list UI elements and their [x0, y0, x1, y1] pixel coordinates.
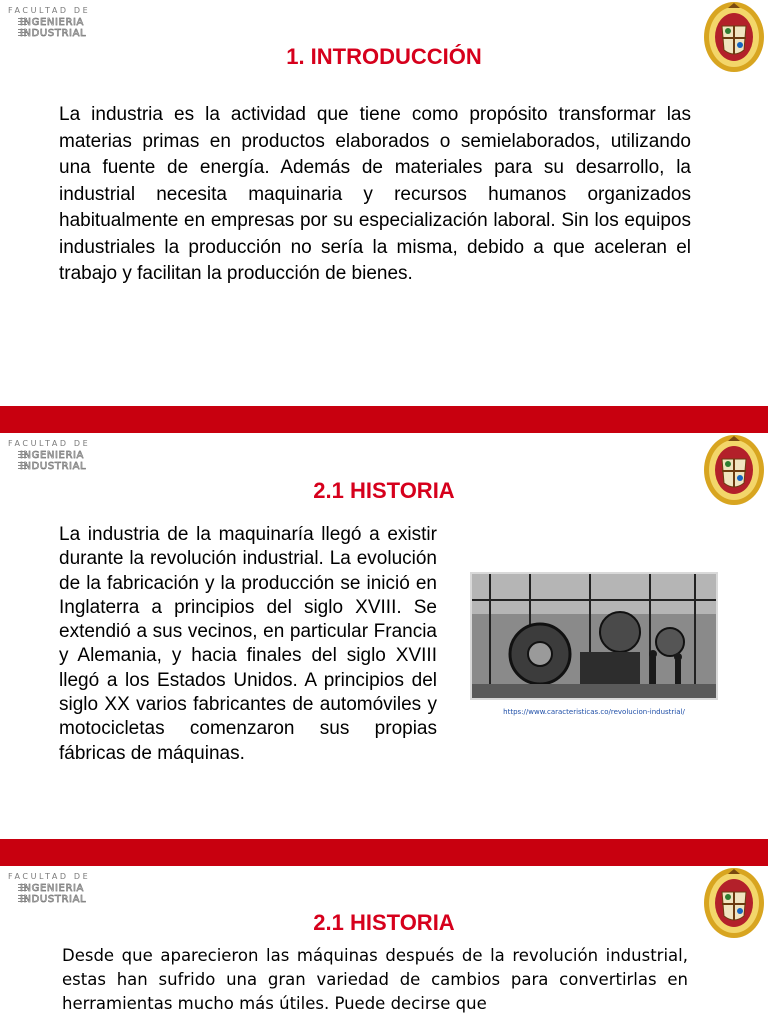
- slide-divider-band: [0, 406, 768, 433]
- faculty-logo-line2: INGENIERIA: [8, 17, 100, 28]
- faculty-logo: [8, 439, 100, 479]
- slide-paragraph: La industria es la actividad que tiene como propósito transformar las materias primas en productos elaborados o semielaborados, utilizando una fuente de energía. Además de materiales para su desarrollo, la industrial necesita maquinaria y recursos humanos organizados habitualmente en empresas por su especialización laboral. Sin los equipos industriales la producción no sería la misma, debido a que aceleran el trabajo y facilitan la producción de bienes.: [59, 104, 691, 284]
- faculty-logo: [8, 6, 100, 46]
- slide-paragraph: La industria de la maquinaría llegó a existir durante la revolución industrial. La evolución de la fabricación y la producción se inició en Inglaterra a principios del siglo XVIII. Se extendió a sus vecinos, en particular Francia y Alemania, y hacia finales del siglo XVIII llegó a los Estados Unidos. A principios del siglo XX varios fabricantes de automóviles y motocicletas comenzaron sus propias fábricas de máquinas.: [59, 524, 437, 764]
- slide-divider-band: [0, 839, 768, 866]
- faculty-logo-line1: FACULTAD DE: [8, 6, 91, 15]
- slide-historia-continued: [0, 866, 768, 1024]
- industrial-revolution-image: [470, 572, 718, 700]
- faculty-logo-line1: FACULTAD DE: [8, 872, 91, 881]
- faculty-logo-line3: INDUSTRIAL: [8, 28, 100, 39]
- faculty-logo-line2: INGENIERIA: [8, 883, 100, 894]
- faculty-logo-line3: INDUSTRIAL: [8, 461, 100, 472]
- faculty-logo: [8, 872, 100, 912]
- slide-title: 2.1 HISTORIA: [313, 910, 455, 935]
- slide-introduccion: [0, 0, 768, 406]
- slide-title: 1. INTRODUCCIÓN: [286, 44, 482, 69]
- slide-paragraph: Desde que aparecieron las máquinas después de la revolución industrial, estas han sufrido una gran variedad de cambios para convertirlas en herramientas mucho más útiles. Puede decirse que: [62, 946, 688, 1013]
- image-source-link[interactable]: https://www.caracteristicas.co/revolucion-industrial/: [503, 708, 685, 716]
- faculty-logo-line2: INGENIERIA: [8, 450, 100, 461]
- slide-historia: [0, 433, 768, 839]
- faculty-logo-line1: FACULTAD DE: [8, 439, 91, 448]
- slide-title: 2.1 HISTORIA: [313, 478, 455, 503]
- faculty-logo-line3: INDUSTRIAL: [8, 894, 100, 905]
